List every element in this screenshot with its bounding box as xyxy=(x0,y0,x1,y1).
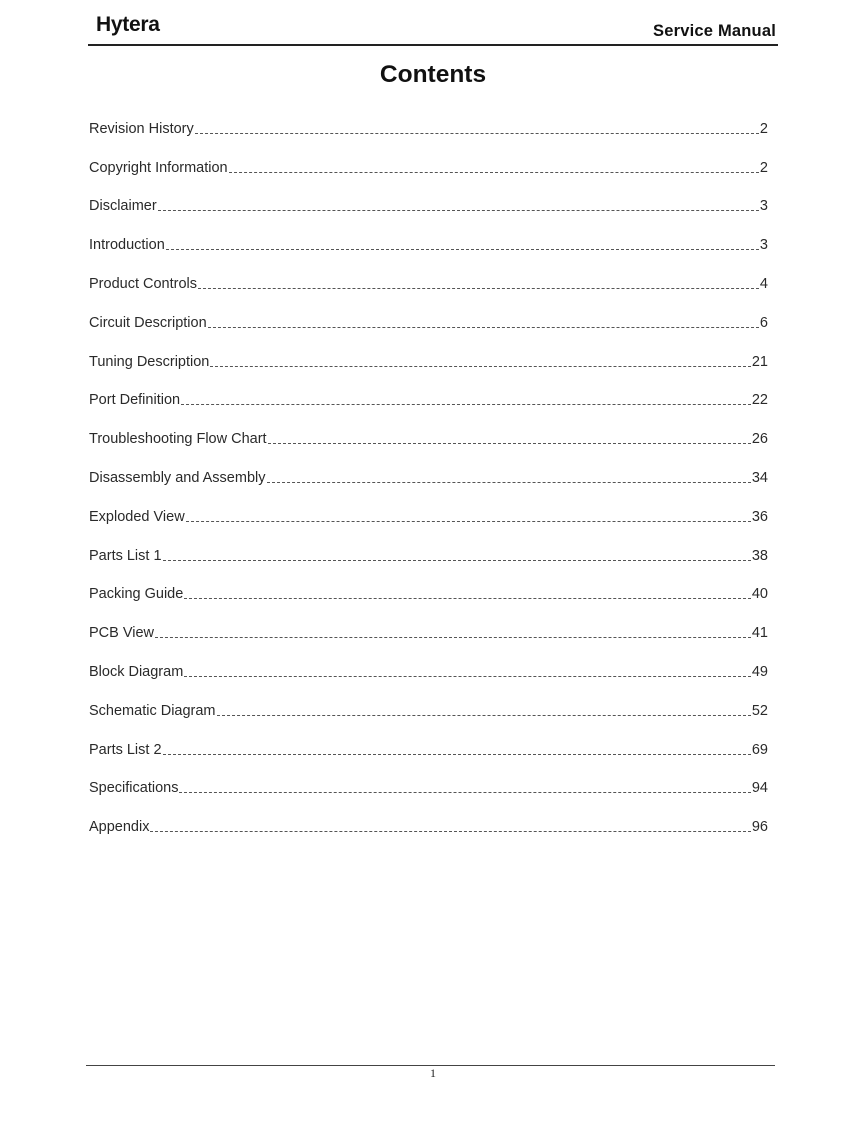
toc-leader-dots xyxy=(158,210,759,211)
toc-leader-dots xyxy=(179,792,750,793)
toc-entry-title: PCB View xyxy=(89,625,155,642)
toc-entry-title: Disclaimer xyxy=(89,198,157,215)
toc-entry[interactable] xyxy=(89,214,768,253)
toc-entry[interactable] xyxy=(89,564,768,603)
toc-leader-dots xyxy=(195,133,759,134)
toc-entry[interactable] xyxy=(89,680,768,719)
toc-entry-page: 2 xyxy=(759,159,768,176)
toc-entry[interactable] xyxy=(89,253,768,292)
toc-entry[interactable] xyxy=(89,176,768,215)
toc-leader-dots xyxy=(229,172,759,173)
toc-leader-dots xyxy=(163,560,751,561)
toc-entry-title: Appendix xyxy=(89,819,150,836)
toc-leader-dots xyxy=(208,327,759,328)
toc-entry-title: Troubleshooting Flow Chart xyxy=(89,431,267,448)
toc-entry[interactable] xyxy=(89,137,768,176)
toc-leader-dots xyxy=(150,831,750,832)
toc-entry[interactable] xyxy=(89,719,768,758)
toc-entry[interactable] xyxy=(89,370,768,409)
toc-entry[interactable] xyxy=(89,292,768,331)
toc-leader-dots xyxy=(210,366,751,367)
toc-entry-page: 41 xyxy=(751,625,768,642)
toc-entry-page: 6 xyxy=(759,314,768,331)
header-divider xyxy=(88,44,778,46)
toc-leader-dots xyxy=(184,598,751,599)
toc-entry-page: 3 xyxy=(759,198,768,215)
toc-entry-page: 34 xyxy=(751,469,768,486)
toc-entry[interactable] xyxy=(89,331,768,370)
toc-entry[interactable] xyxy=(89,758,768,797)
toc-entry-page: 49 xyxy=(751,663,768,680)
toc-leader-dots xyxy=(267,482,751,483)
toc-leader-dots xyxy=(217,715,751,716)
table-of-contents xyxy=(89,98,768,835)
toc-entry-title: Disassembly and Assembly xyxy=(89,469,266,486)
toc-leader-dots xyxy=(181,404,751,405)
toc-entry-title: Schematic Diagram xyxy=(89,702,216,719)
page-number: 1 xyxy=(430,1066,436,1080)
toc-entry[interactable] xyxy=(89,525,768,564)
toc-leader-dots xyxy=(166,249,759,250)
toc-leader-dots xyxy=(186,521,751,522)
document-type: Service Manual xyxy=(653,22,776,40)
page-header xyxy=(88,0,778,46)
toc-entry-title: Tuning Description xyxy=(89,353,210,370)
toc-entry-title: Product Controls xyxy=(89,275,197,292)
toc-entry-title: Port Definition xyxy=(89,392,181,409)
toc-entry[interactable] xyxy=(89,447,768,486)
toc-entry[interactable] xyxy=(89,602,768,641)
toc-entry-page: 94 xyxy=(751,780,768,797)
toc-entry-title: Circuit Description xyxy=(89,314,207,331)
toc-leader-dots xyxy=(198,288,759,289)
toc-entry-title: Exploded View xyxy=(89,508,185,525)
toc-entry-title: Block Diagram xyxy=(89,663,184,680)
toc-entry-page: 4 xyxy=(759,275,768,292)
toc-entry-title: Revision History xyxy=(89,120,194,137)
toc-entry-title: Introduction xyxy=(89,237,165,254)
toc-entry[interactable] xyxy=(89,641,768,680)
toc-entry-title: Parts List 1 xyxy=(89,547,162,564)
toc-entry-page: 3 xyxy=(759,237,768,254)
toc-leader-dots xyxy=(155,637,751,638)
toc-entry-page: 22 xyxy=(751,392,768,409)
toc-entry-page: 36 xyxy=(751,508,768,525)
toc-entry-page: 21 xyxy=(751,353,768,370)
toc-entry-page: 40 xyxy=(751,586,768,603)
toc-entry-title: Copyright Information xyxy=(89,159,228,176)
brand-logo: Hytera xyxy=(96,13,160,36)
toc-entry-page: 26 xyxy=(751,431,768,448)
toc-entry-title: Parts List 2 xyxy=(89,741,162,758)
toc-entry-page: 69 xyxy=(751,741,768,758)
toc-entry-title: Specifications xyxy=(89,780,179,797)
toc-entry-page: 52 xyxy=(751,702,768,719)
page-title: Contents xyxy=(379,61,487,88)
toc-entry-page: 38 xyxy=(751,547,768,564)
toc-entry-page: 2 xyxy=(759,120,768,137)
toc-entry-page: 96 xyxy=(751,819,768,836)
toc-entry-title: Packing Guide xyxy=(89,586,184,603)
toc-entry[interactable] xyxy=(89,796,768,835)
toc-entry[interactable] xyxy=(89,98,768,137)
toc-entry[interactable] xyxy=(89,408,768,447)
toc-entry[interactable] xyxy=(89,486,768,525)
toc-leader-dots xyxy=(184,676,751,677)
toc-leader-dots xyxy=(268,443,751,444)
toc-leader-dots xyxy=(163,754,751,755)
